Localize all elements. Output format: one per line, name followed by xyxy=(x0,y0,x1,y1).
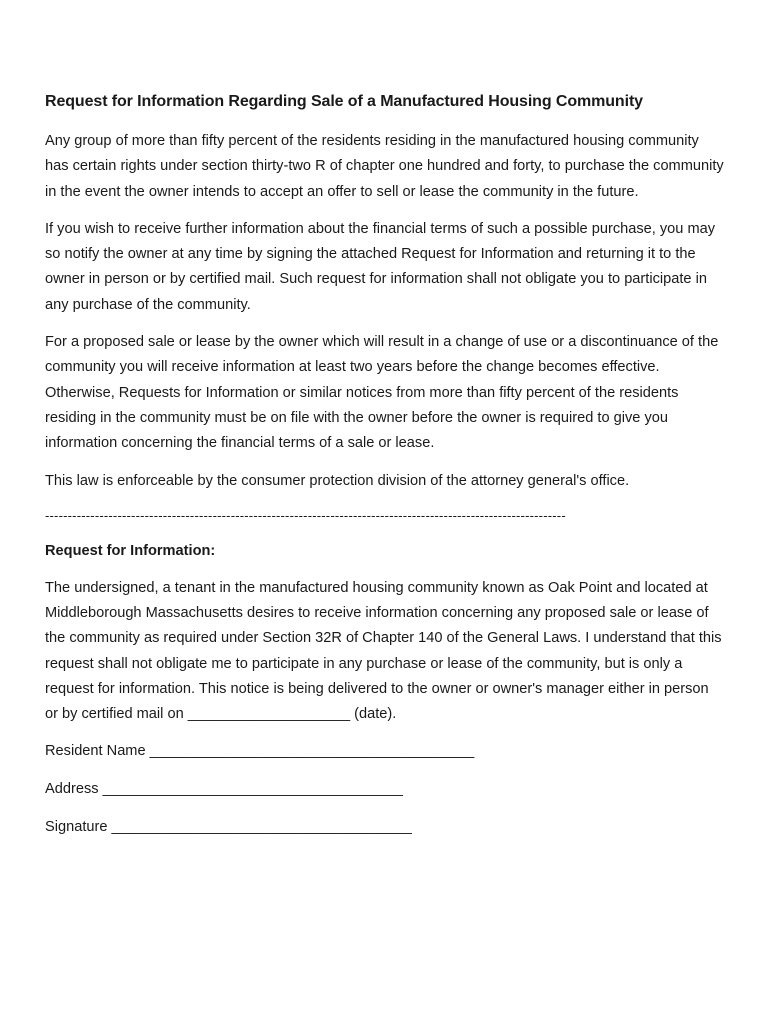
paragraph-proposed-sale: For a proposed sale or lease by the owner which will result in a change of use or a discontinuance of the community you will receive information at least two years before the change becomes effective. Otherwise, Requests for Information or similar notices from more than fifty percent of the residents residing in the community must be on file with the owner before the owner is required to give you information concerning the financial terms of a sale or lease. xyxy=(45,334,719,452)
address-field: Address _____________________________________ xyxy=(45,780,403,797)
document-page xyxy=(45,91,725,854)
paragraph-notify: If you wish to receive further information about the financial terms of such a possible purchase, you may so notify the owner at any time by signing the attached Request for Information and returning it to the owner in person or by certified mail. Such request for information shall not obligate you to participate in any purchase of the community. xyxy=(45,220,716,313)
resident-name-field: Resident Name ________________________________________ xyxy=(45,742,475,759)
request-heading: Request for Information: xyxy=(45,542,216,559)
dashed-divider: ------------------------------------------------------------------------------------------------------------------- xyxy=(45,507,566,523)
paragraph-enforcement: This law is enforceable by the consumer protection division of the attorney general's office. xyxy=(45,472,630,489)
request-body: The undersigned, a tenant in the manufactured housing community known as Oak Point and located at Middleborough Massachusetts desires to receive information concerning any proposed sale or lease of the community as required under Section 32R of Chapter 140 of the General Laws. I understand that this request shall not obligate me to participate in any purchase or lease of the community, but is only a request for information. This notice is being delivered to the owner or owner's manager either in person or by certified mail on ____________________ (date). xyxy=(45,579,722,723)
document-title: Request for Information Regarding Sale of a Manufactured Housing Community xyxy=(45,93,643,110)
paragraph-rights: Any group of more than fifty percent of the residents residing in the manufactured housing community has certain rights under section thirty-two R of chapter one hundred and forty, to purchase the community in the event the owner intends to accept an offer to sell or lease the community in the future. xyxy=(45,133,724,200)
signature-field: Signature _____________________________________ xyxy=(45,818,412,835)
